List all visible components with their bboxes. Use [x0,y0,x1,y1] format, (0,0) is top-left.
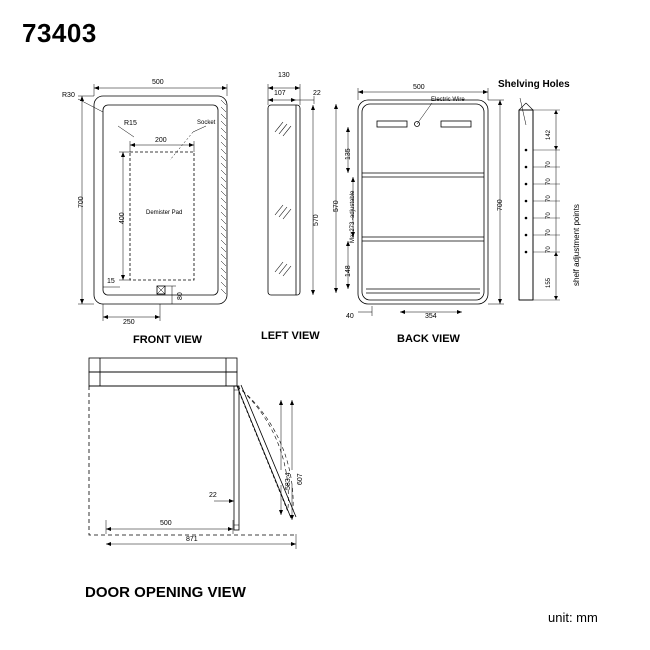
dim-swing-outer: 607 [297,473,304,485]
label-shelf-adjustment-points: shelf adjustment points [572,204,581,286]
dim-door-width: 500 [160,520,172,527]
dim-radius-inner: R15 [124,120,137,127]
dim-foot-right: 354 [425,313,437,320]
label-demister-pad: Demister Pad [146,210,183,216]
dim-door-thickness: 22 [313,90,321,97]
dim-back-width: 500 [413,84,425,91]
label-left-view: LEFT VIEW [261,330,320,342]
dim-door-thickness-plan-value: 22 [209,492,217,499]
dim-back-height: 700 [497,199,504,211]
dim-left-depth: 130 [278,72,290,79]
dim-shelf-pitch-2: 70 [546,178,552,185]
label-back-view: BACK VIEW [397,333,460,345]
label-front-view: FRONT VIEW [133,334,203,346]
label-electric-wire: Electric Wire [431,97,465,103]
door-opening-view-geometry [89,358,296,549]
dim-front-height: 700 [78,196,85,208]
dim-front-width: 500 [152,79,164,86]
dim-shelf-pitch-3: 70 [546,195,552,202]
dim-front-base: 250 [123,319,135,326]
left-view-geometry [268,84,315,295]
label-socket: Socket [197,120,216,126]
label-shelving-holes: Shelving Holes [498,79,570,90]
dim-radius-outer: R30 [62,92,75,99]
dim-shelf-bottom: 155 [546,277,552,288]
dim-left-height: 570 [313,214,320,226]
dim-left-inner-depth: 107 [274,90,286,97]
label-door-opening-view: DOOR OPENING VIEW [85,584,246,601]
shelf-hole-strip-geometry [519,98,560,300]
label-unit: unit: mm [548,610,598,625]
dim-pad-height: 400 [119,212,126,224]
dim-swing-inner: 583.4 [285,472,292,490]
page-title: 73403 [22,18,97,48]
dim-bottom-shelf: 148 [345,265,352,277]
label-max-adjustable: Max273 -adjustable [350,190,356,243]
dim-overall-width: 871 [186,536,198,543]
dim-pad-width: 200 [155,137,167,144]
dim-foot-left: 40 [346,313,354,320]
dim-shelf-pitch-1: 70 [546,161,552,168]
back-view-geometry [334,88,504,316]
dim-socket-offset-y: 80 [177,292,184,300]
dim-shelf-top: 142 [546,129,552,140]
dim-socket-offset-x: 15 [107,278,115,285]
dim-top-shelf: 135 [345,148,352,160]
dim-shelf-pitch-4: 70 [546,212,552,219]
dim-mid-span: 570 [333,200,340,212]
dim-shelf-pitch-5: 70 [546,229,552,236]
dim-shelf-pitch-6: 70 [546,246,552,253]
